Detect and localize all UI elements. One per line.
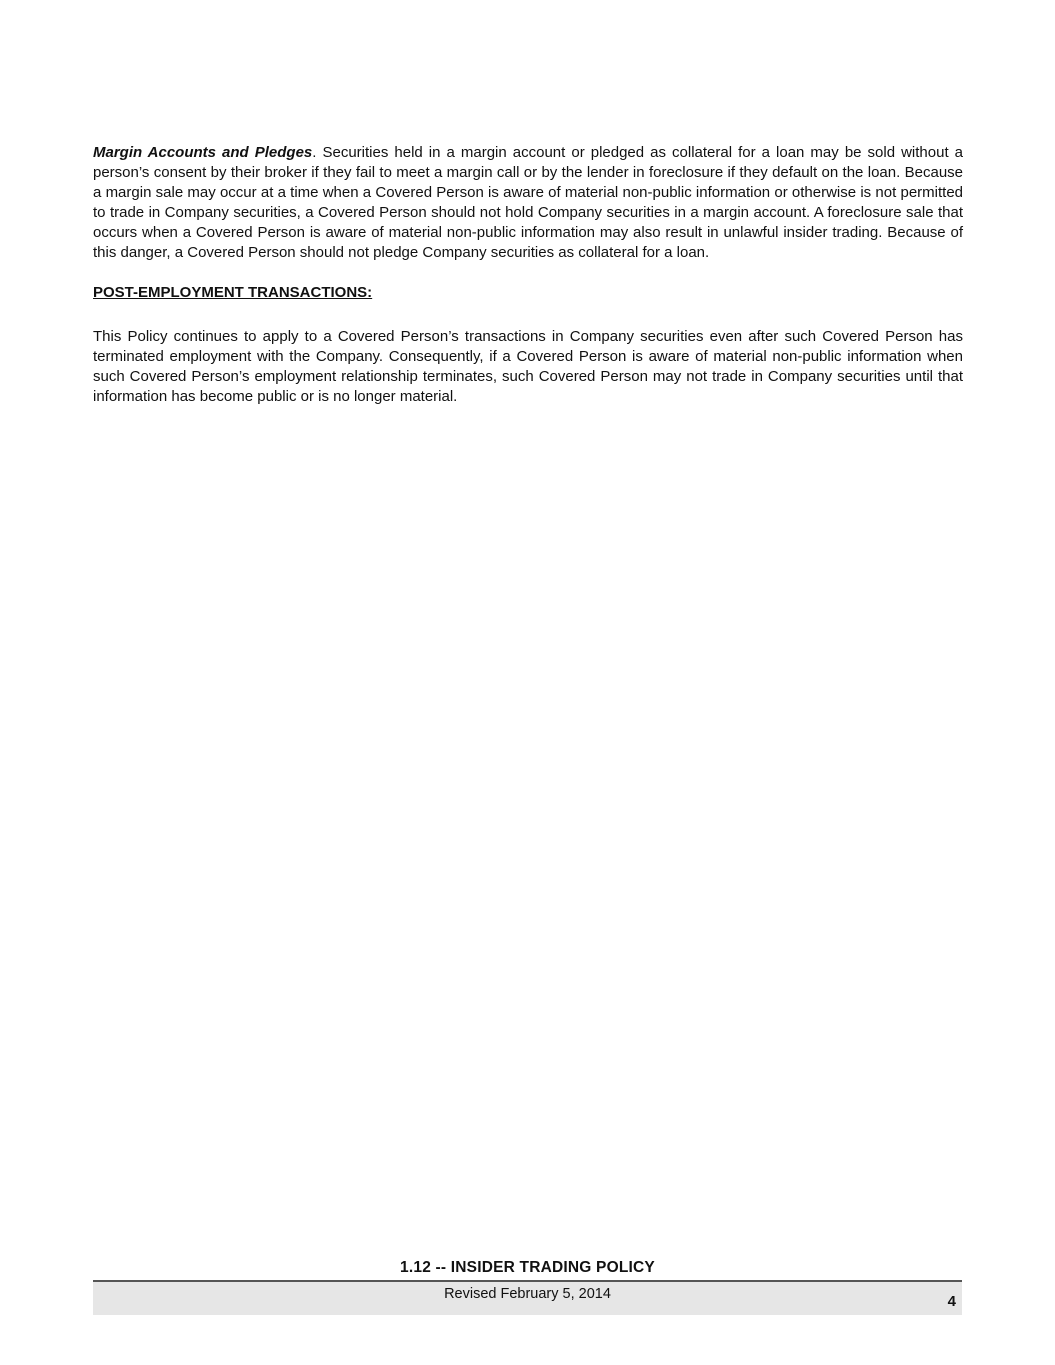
page-footer: [93, 1258, 962, 1315]
footer-bar: [93, 1280, 962, 1315]
margin-accounts-lead: Margin Accounts and Pledges: [93, 144, 313, 161]
post-employment-paragraph: This Policy continues to apply to a Covered Person’s transactions in Company securities even after such Covered Person has terminated employment with the Company. Consequently, if a Covered Person is aware of material non-public information when such Covered Person’s employment relationship terminates, such Covered Person may not trade in Company securities until that information has become public or is no longer material.: [93, 328, 963, 405]
document-body: [93, 143, 963, 407]
margin-accounts-paragraph: [93, 143, 963, 263]
footer-revised-date: Revised February 5, 2014: [444, 1286, 611, 1302]
page-number: 4: [947, 1293, 956, 1310]
post-employment-heading: POST-EMPLOYMENT TRANSACTIONS:: [93, 284, 373, 301]
margin-accounts-text: . Securities held in a margin account or pledged as collateral for a loan may be sold without a person’s consent by their broker if they fail to meet a margin call or by the lender in foreclosure if they default on the loan. Because a margin sale may occur at a time when a Covered Person is aware of material non-public information or otherwise is not permitted to trade in Company securities, a Covered Person should not hold Company securities in a margin account. A foreclosure sale that occurs when a Covered Person is aware of material non-public information may also result in unlawful insider trading. Because of this danger, a Covered Person should not pledge Company securities as collateral for a loan.: [93, 144, 964, 261]
footer-policy-title: 1.12 -- INSIDER TRADING POLICY: [400, 1259, 655, 1276]
